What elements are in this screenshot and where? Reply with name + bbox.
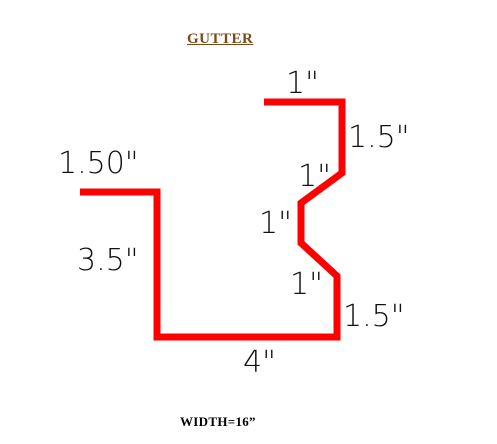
diagram-title: GUTTER [187, 31, 254, 47]
dim-middle-vertical: 1" [259, 206, 292, 241]
dim-back-vertical: 3.5" [77, 243, 139, 278]
dim-lower-angle: 1" [290, 267, 323, 302]
dim-upper-vertical: 1.5" [348, 120, 410, 155]
width-label: WIDTH=16” [180, 414, 256, 429]
dim-upper-angle: 1" [298, 159, 331, 194]
dim-lower-vertical: 1.5" [343, 299, 405, 334]
dim-back-flange: 1.50" [58, 146, 139, 181]
dim-top-flange: 1" [286, 66, 319, 101]
dim-bottom: 4" [243, 345, 276, 380]
